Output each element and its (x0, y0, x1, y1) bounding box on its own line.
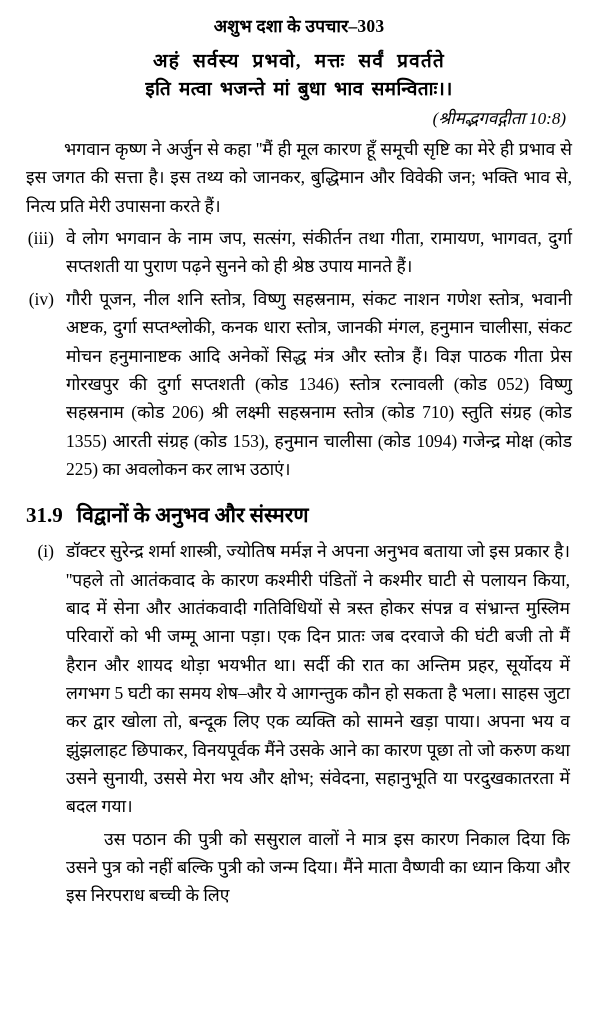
experience-paragraph-1: डॉक्टर सुरेन्द्र शर्मा शास्त्री, ज्योतिष मर्मज्ञ ने अपना अनुभव बताया जो इस प्रकार है। ''पहले तो आतंकवाद के कारण कश्मीरी पंडितों ने कश्मीर घाटी से पलायन किया, बाद में सेना और आतंकवादी गतिविधियों से त्रस्त होकर संपन्न व संभ्रान्त मुस्लिम परिवारों को भी जम्मू आना पड़ा। एक दिन प्रातः जब दरवाजे की घंटी बजी तो मैं हैरान और शायद थोड़ा भयभीत था। सर्दी की रात का अन्तिम प्रहर, सूर्योदय में लगभग 5 घटी का समय शेष–और ये आगन्तुक कौन हो सकता है भला। साहस जुटा कर द्वार खोला तो, बन्दूक लिए एक व्यक्ति को सामने खड़ा पाया। अपना भय व झुंझलाहट छिपाकर, विनयपूर्वक मैंने उसके आने का कारण पूछा तो जो करुण कथा उसने सुनायी, उससे मेरा भय और क्षोभ; संवेदना, सहानुभूति या परदुखकातरता में बदल गया। (66, 541, 570, 817)
list-item (26, 537, 572, 913)
section-number: 31.9 (26, 503, 63, 528)
list-item (26, 224, 572, 281)
section-heading (26, 501, 572, 529)
section-title: विद्वानों के अनुभव और संस्मरण (76, 503, 309, 528)
list-item-text: वे लोग भगवान के नाम जप, सत्संग, संकीर्तन तथा गीता, रामायण, भागवत, दुर्गा सप्तशती या पुराण पढ़ने सुनने को ही श्रेष्ठ उपाय मानते हैं। (66, 228, 572, 277)
list-marker: (iii) (27, 228, 54, 249)
list-marker: (i) (37, 541, 54, 562)
list-item-body (66, 537, 572, 913)
shloka-attribution: (श्रीमद्भगवद्गीता 10:8) (432, 109, 566, 129)
list-marker: (iv) (28, 288, 54, 309)
running-head: अशुभ दशा के उपचार–303 (213, 16, 385, 36)
shloka-verse (26, 48, 572, 103)
shloka-line-1: अहं सर्वस्य प्रभवो, मत्तः सर्वं प्रवर्तते (153, 51, 445, 72)
list-item-text: गौरी पूजन, नील शनि स्तोत्र, विष्णु सहस्रनाम, संकट नाशन गणेश स्तोत्र, भवानी अष्टक, दुर्गा सप्तश्लोकी, कनक धारा स्तोत्र, जानकी मंगल, हनुमान चालीसा, संकट मोचन हनुमानाष्टक आदि अनेकों सिद्ध मंत्र और स्तोत्र हैं। विज्ञ पाठक गीता प्रेस गोरखपुर की दुर्गा सप्तशती (कोड 1346) स्तोत्र रत्नावली (कोड 052) विष्णु सहस्रनाम (कोड 206) श्री लक्ष्मी सहस्रनाम स्तोत्र (कोड 710) स्तुति संग्रह (कोड 1355) आरती संग्रह (कोड 153), हनुमान चालीसा (कोड 1094) गजेन्द्र मोक्ष (कोड 225) का अवलोकन कर लाभ उठाएं। (66, 288, 572, 479)
shloka-line-2: इति मत्वा भजन्ते मां बुधा भाव समन्विताः।। (145, 78, 453, 100)
intro-paragraph: भगवान कृष्ण ने अर्जुन से कहा ''मैं ही मूल कारण हूँ समूची सृष्टि का मेरे ही प्रभाव से इस जगत की सत्ता है। इस तथ्य को जानकर, बुद्धिमान और विवेकी जन; भक्ति भाव से, नित्य प्रति मेरी उपासना करते हैं। (26, 139, 572, 216)
list-item (26, 285, 572, 483)
experience-paragraph-2: उस पठान की पुत्री को ससुराल वालों ने मात्र इस कारण निकाल दिया कि उसने पुत्र को नहीं बल्कि पुत्री को जन्म दिया। मैंने माता वैष्णवी का ध्यान किया और इस निरपराध बच्ची के लिए (66, 828, 570, 906)
